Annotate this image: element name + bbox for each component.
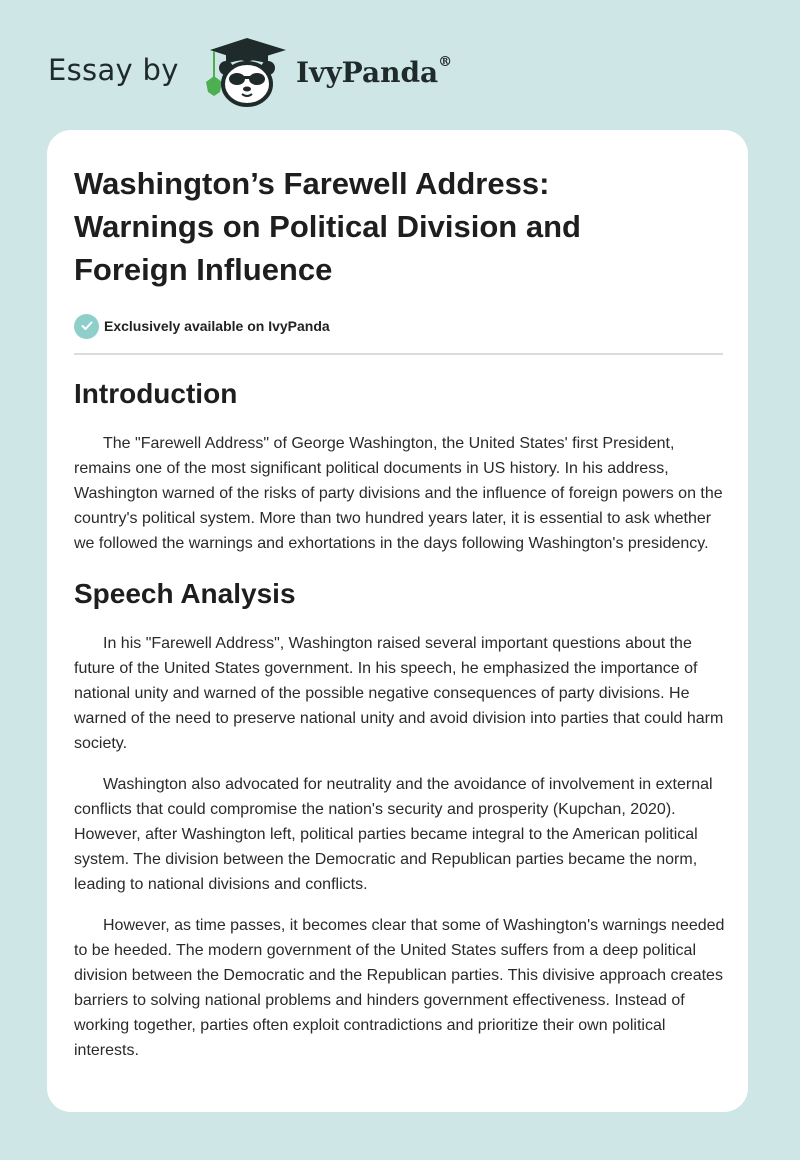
section-speech-analysis <box>74 577 725 1063</box>
exclusive-badge-text: Exclusively available on IvyPanda <box>104 318 330 334</box>
exclusive-badge <box>74 313 722 339</box>
essay-title: Washington’s Farewell Address: Warnings on Political Division and Foreign Influence <box>74 166 581 287</box>
site-header <box>0 0 800 130</box>
section-heading: Speech Analysis <box>74 578 296 609</box>
check-circle-icon <box>74 314 99 339</box>
brand-text: IvyPanda <box>296 56 439 89</box>
panda-graduation-cap-icon[interactable] <box>202 36 292 108</box>
essay-card <box>47 130 748 1112</box>
essay-by-label: Essay by <box>48 53 179 87</box>
title-divider <box>74 353 723 355</box>
paragraph: However, as time passes, it becomes clear that some of Washington's warnings needed to be heeded. The modern government of the United States suffers from a deep political division between the Democratic and the Republican parties. This divisive approach creates barriers to solving national problems and hinders government effectiveness. Instead of working together, parties often exploit contradictions and prioritize their own political interests. <box>74 917 725 1059</box>
registered-mark: ® <box>438 54 453 70</box>
paragraph: The "Farewell Address" of George Washington, the United States' first President, remains one of the most significant political documents in US history. In his address, Washington warned of the risks of party divisions and the influence of foreign powers on the country's political system. More than two hundred years later, it is essential to ask whether we followed the warnings and exhortations in the days following Washington's presidency. <box>74 435 723 552</box>
paragraph: Washington also advocated for neutrality and the avoidance of involvement in external conflicts that could compromise the nation's security and prosperity (Kupchan, 2020). However, after Washington left, political parties became integral to the American political system. The division between the Democratic and Republican parties became the norm, leading to national divisions and conflicts. <box>74 776 713 893</box>
brand-name[interactable] <box>296 56 452 89</box>
section-introduction <box>74 377 722 556</box>
paragraph: In his "Farewell Address", Washington raised several important questions about the future of the United States government. In his speech, he emphasized the importance of national unity and warned of the possible negative consequences of party divisions. He warned of the need to preserve national unity and avoid division into parties that could harm society. <box>74 635 724 752</box>
section-heading: Introduction <box>74 378 238 409</box>
